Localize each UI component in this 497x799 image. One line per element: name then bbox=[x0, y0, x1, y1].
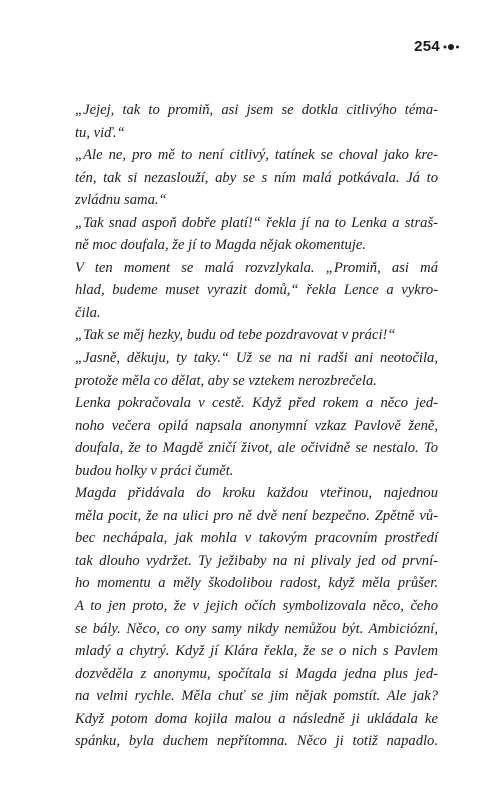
text-line: Lenka pokračovala v cestě. Když před rokem a něco jed- bbox=[75, 395, 438, 412]
text-line: Magda přidávala do kroku každou vteřinou, najednou bbox=[75, 485, 438, 502]
text-line: ně moc doufala, že jí to Magda nějak okomentuje. bbox=[75, 237, 366, 254]
text-line: noho večera opilá napsala anonymní vzkaz Pavlově ženě, bbox=[75, 417, 438, 434]
paragraph bbox=[63, 212, 438, 257]
paragraph bbox=[63, 257, 438, 325]
text-line: ho momentu a měly škodolibou radost, když měla průšer. bbox=[75, 575, 438, 592]
book-text-body bbox=[63, 99, 438, 753]
page-number: 254 bbox=[414, 38, 440, 55]
text-line: „Tak se měj hezky, budu od tebe pozdravovat v práci!“ bbox=[75, 327, 396, 344]
text-line: dozvěděla z anonymu, spočítala si Magda jedna plus jed- bbox=[75, 665, 438, 682]
text-line: bec nechápala, jak mohla v takovým pracovním prostředí bbox=[75, 530, 438, 547]
paragraph bbox=[63, 99, 438, 144]
paragraph bbox=[63, 144, 438, 212]
text-line: hlad, budeme muset vyrazit domů,“ řekla Lence a vykro- bbox=[75, 282, 438, 299]
text-line: čila. bbox=[75, 304, 101, 321]
text-line: na velmi rychle. Měla chuť se jim nějak pomstít. Ale jak? bbox=[75, 688, 438, 705]
text-line: mladý a chytrý. Když jí Klára řekla, že se o nich s Pavlem bbox=[75, 643, 438, 660]
paragraph bbox=[63, 324, 438, 347]
text-line: V ten moment se malá rozvzlykala. „Promiň, asi má bbox=[75, 259, 438, 276]
text-line: tu, viď.“ bbox=[75, 124, 125, 141]
text-line: protože měla co dělat, aby se vztekem nerozbrečela. bbox=[75, 372, 377, 389]
text-line: A to jen proto, že v jejich očích symbolizovala něco, čeho bbox=[75, 598, 438, 615]
text-line: „Tak snad aspoň dobře platí!“ řekla jí na to Lenka a straš- bbox=[75, 214, 438, 231]
text-line: budou holky v práci čumět. bbox=[75, 462, 234, 479]
page-header bbox=[414, 38, 461, 55]
text-line: měla pocit, že na ulici pro ně dvě není bezpečno. Zpětně vů- bbox=[75, 507, 438, 524]
text-line: „Jasně, děkuju, ty taky.“ Už se na ni radši ani neotočila, bbox=[75, 350, 438, 367]
text-line: zvládnu sama.“ bbox=[75, 192, 167, 209]
text-line: spánku, byla duchem nepřítomna. Něco ji totiž napadlo. bbox=[75, 733, 438, 750]
text-line: tak dlouho vydržet. Ty ježibaby na ni plivaly jed od první- bbox=[75, 552, 438, 569]
text-line: tén, tak si nezaslouží, aby se s ním malá potkávala. Já to bbox=[75, 169, 438, 186]
text-line: Když potom doma kojila malou a následně ji ukládala ke bbox=[75, 710, 438, 727]
text-line: doufala, že to Magdě zničí život, ale očividně se nestalo. To bbox=[75, 440, 438, 457]
paragraph bbox=[63, 347, 438, 392]
text-line: se bály. Něco, co ony samy nikdy nemůžou být. Ambiciózní, bbox=[75, 620, 438, 637]
text-line: „Jejej, tak to promiň, asi jsem se dotkla citlivýho téma- bbox=[75, 102, 438, 118]
paragraph bbox=[63, 482, 438, 753]
three-dots-ornament-icon bbox=[443, 43, 461, 51]
text-line: „Ale ne, pro mě to není citlivý, tatínek se choval jako kre- bbox=[75, 147, 438, 164]
paragraph bbox=[63, 392, 438, 482]
